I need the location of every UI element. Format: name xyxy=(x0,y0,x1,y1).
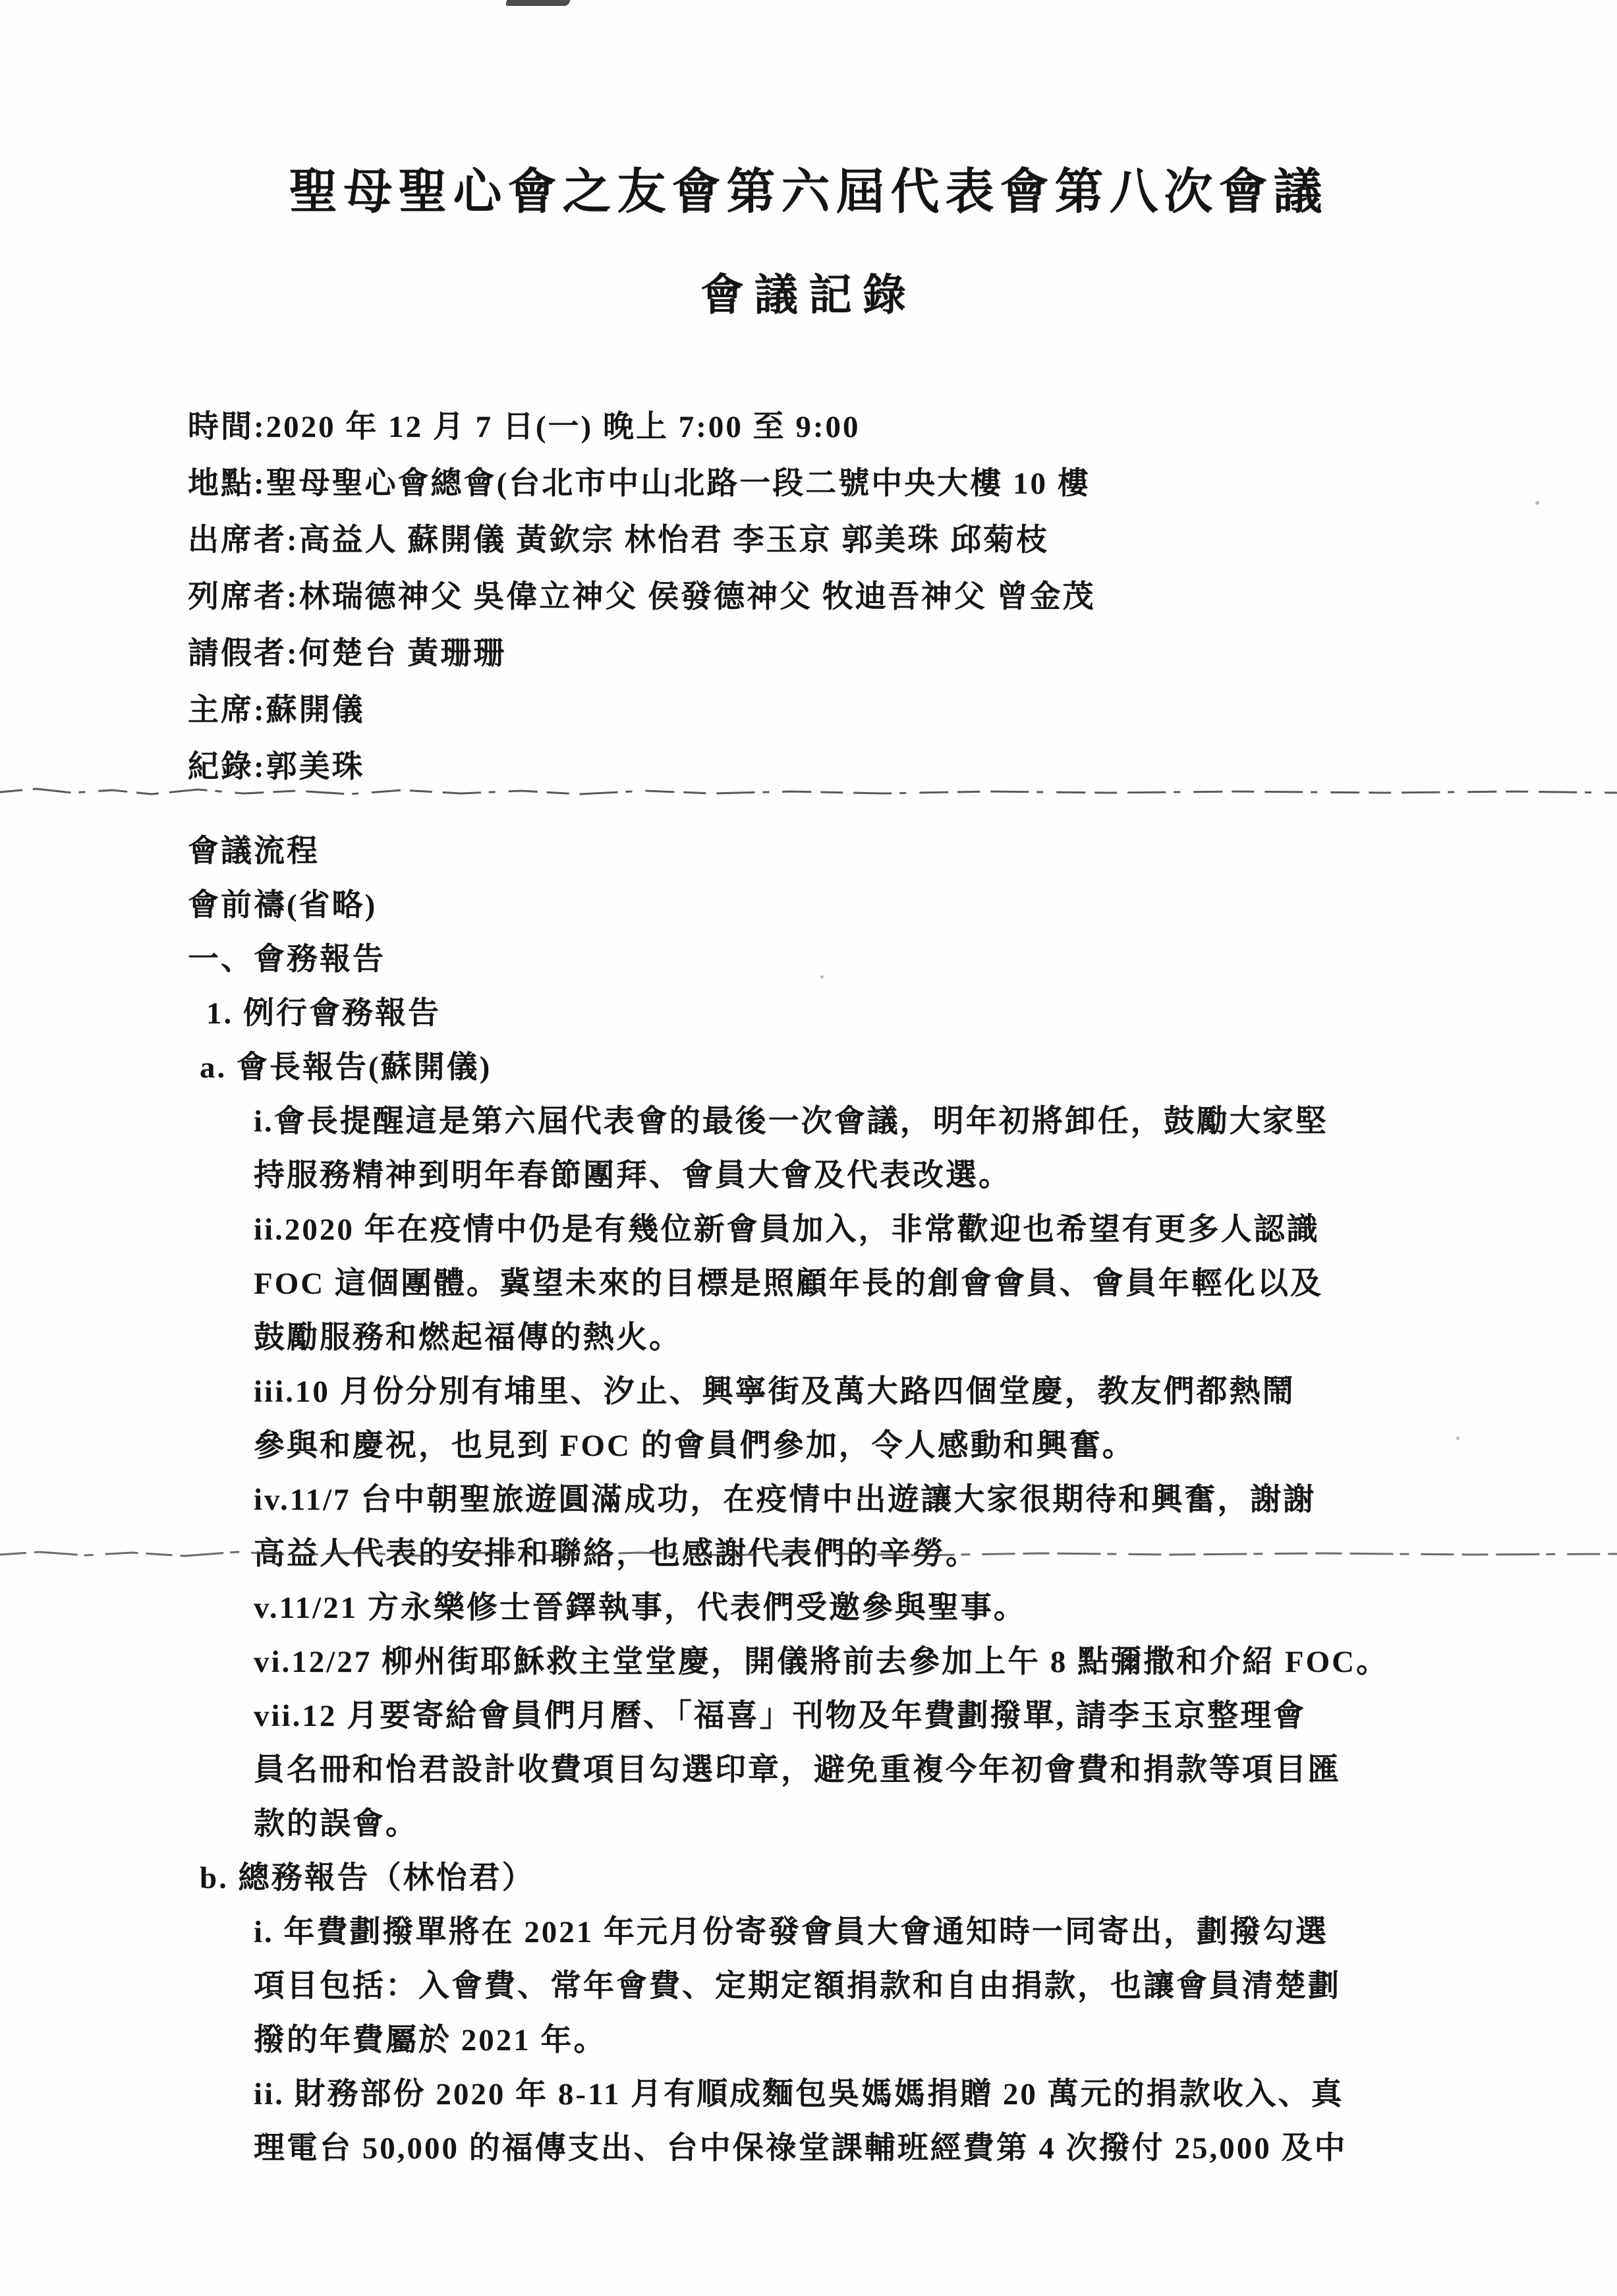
meeting-minutes-body xyxy=(188,824,1617,2175)
scan-speck xyxy=(1535,501,1539,505)
scan-speck xyxy=(820,975,824,979)
meta-line: 請假者:何楚台 黃珊珊 xyxy=(188,637,507,671)
content-line: ii. 財務部份 2020 年 8-11 月有順成麵包吳媽媽捐贈 20 萬元的捐款收入、真 xyxy=(254,2077,1344,2111)
meta-line: 出席者:高益人 蘇開儀 黃欽宗 林怡君 李玉京 郭美珠 邱菊枝 xyxy=(188,523,1050,558)
content-line: 款的誤會。 xyxy=(254,1807,418,1841)
content-line: 會前禱(省略) xyxy=(188,888,378,923)
content-line: iv.11/7 台中朝聖旅遊圓滿成功，在疫情中出遊讓大家很期待和興奮，謝謝 xyxy=(254,1483,1317,1517)
meta-line: 列席者:林瑞德神父 吳偉立神父 侯發德神父 牧迪吾神父 曾金茂 xyxy=(188,580,1096,614)
content-line: ii.2020 年在疫情中仍是有幾位新會員加入，非常歡迎也希望有更多人認識 xyxy=(254,1213,1320,1247)
content-line: 高益人代表的安排和聯絡，也感謝代表們的辛勞。 xyxy=(254,1537,979,1571)
content-line: 參與和慶祝，也見到 FOC 的會員們參加，令人感動和興奮。 xyxy=(254,1429,1135,1463)
meta-line: 主席:蘇開儀 xyxy=(188,693,365,728)
content-line: i.會長提醒這是第六屆代表會的最後一次會議，明年初將卸任，鼓勵大家堅 xyxy=(254,1105,1328,1139)
content-line: 一、會務報告 xyxy=(188,942,385,977)
content-line: 會議流程 xyxy=(188,834,320,869)
content-line: 1. 例行會務報告 xyxy=(206,996,441,1031)
scan-smudge-artifact xyxy=(505,0,571,6)
meta-line: 紀錄:郭美珠 xyxy=(188,750,365,784)
content-line: 鼓勵服務和燃起福傳的熱火。 xyxy=(254,1321,682,1355)
document-title: 聖母聖心會之友會第六屆代表會第八次會議 xyxy=(289,165,1328,219)
content-line: i. 年費劃撥單將在 2021 年元月份寄發會員大會通知時一同寄出，劃撥勾選 xyxy=(254,1915,1329,1949)
content-line: vi.12/27 柳州街耶穌救主堂堂慶，開儀將前去參加上午 8 點彌撒和介紹 FOC。 xyxy=(254,1645,1390,1679)
meta-line: 地點:聖母聖心會總會(台北市中山北路一段二號中央大樓 10 樓 xyxy=(188,467,1091,501)
content-line: vii.12 月要寄給會員們月曆、「福喜」刊物及年費劃撥單, 請李玉京整理會 xyxy=(254,1699,1307,1733)
content-line: iii.10 月份分別有埔里、汐止、興寧街及萬大路四個堂慶，教友們都熱鬧 xyxy=(254,1375,1295,1409)
content-line: b. 總務報告（林怡君） xyxy=(200,1861,535,1895)
meta-line: 時間:2020 年 12 月 7 日(一) 晚上 7:00 至 9:00 xyxy=(188,410,861,444)
document-subtitle: 會議記錄 xyxy=(700,272,917,320)
content-line: a. 會長報告(蘇開儀) xyxy=(200,1050,492,1085)
content-line: 持服務精神到明年春節團拜、會員大會及代表改選。 xyxy=(254,1159,1011,1193)
content-line: 理電台 50,000 的福傳支出、台中保祿堂課輔班經費第 4 次撥付 25,000 及中 xyxy=(254,2131,1348,2166)
content-line: v.11/21 方永樂修士晉鐸執事，代表們受邀參與聖事。 xyxy=(254,1591,1027,1625)
scan-speck xyxy=(1456,1437,1460,1440)
content-line: 項目包括：入會費、常年會費、定期定額捐款和自由捐款，也讓會員清楚劃 xyxy=(254,1969,1341,2003)
content-line: FOC 這個團體。冀望未來的目標是照顧年長的創會會員、會員年輕化以及 xyxy=(254,1267,1323,1301)
content-line: 撥的年費屬於 2021 年。 xyxy=(254,2023,607,2057)
meeting-meta-section xyxy=(188,399,1617,795)
content-line: 員名冊和怡君設計收費項目勾選印章，避免重複今年初會費和捐款等項目匯 xyxy=(254,1753,1341,1787)
